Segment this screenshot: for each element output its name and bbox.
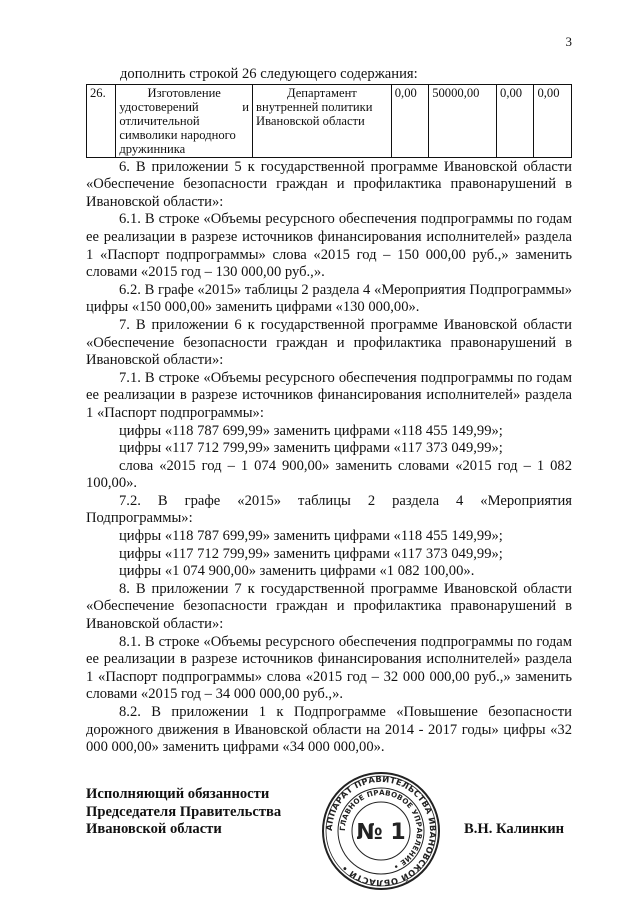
seal-center-number: № 1 (356, 820, 406, 845)
value-cell-2: 50000,00 (429, 84, 497, 157)
intro-line: дополнить строкой 26 следующего содержания: (120, 66, 418, 82)
seal-outer-text: АППАРАТ ПРАВИТЕЛЬСТВА ИВАНОВСКОЙ ОБЛАСТИ • (323, 773, 439, 889)
row-number-cell: 26. (87, 84, 116, 157)
seal-inner-text: ГЛАВНОЕ ПРАВОВОЕ УПРАВЛЕНИЕ • (337, 787, 425, 872)
official-seal (320, 770, 442, 892)
paragraph-6-2: 6.2. В графе «2015» таблицы 2 раздела 4 «Мероприятия Подпрограммы» цифры «150 000,00» заменить цифрами «130 000,00». (86, 281, 572, 316)
event-name-cell: Изготовление удостоверений и отличительной символики народного дружинника (116, 84, 253, 157)
executor-cell: Департамент внутренней политики Ивановской области (253, 84, 392, 157)
table-row (87, 84, 572, 157)
document-body (86, 66, 572, 757)
paragraph-7-1-c: слова «2015 год – 1 074 900,00» заменить словами «2015 год – 1 082 100,00». (86, 457, 572, 492)
paragraph-7-2-b: цифры «117 712 799,99» заменить цифрами «117 373 049,99»; (119, 545, 503, 562)
paragraph-7-1-b: цифры «117 712 799,99» заменить цифрами «117 373 049,99»; (119, 440, 503, 457)
signature-line-3: Ивановской области (86, 821, 222, 838)
paragraph-6: 6. В приложении 5 к государственной программе Ивановской области «Обеспечение безопасности граждан и профилактика правонарушений в Ивановской области»: (86, 158, 572, 210)
value-cell-3: 0,00 (497, 84, 534, 157)
paragraph-7-1: 7.1. В строке «Объемы ресурсного обеспечения подпрограммы по годам ее реализации в разрезе источников финансирования исполнителей» раздела 1 «Паспорт подпрограммы»: (86, 369, 572, 421)
signature-line-2: Председателя Правительства (86, 803, 282, 820)
paragraph-7-2-c: цифры «1 074 900,00» заменить цифрами «1 082 100,00». (119, 563, 475, 580)
paragraph-7: 7. В приложении 6 к государственной программе Ивановской области «Обеспечение безопасности граждан и профилактика правонарушений в Ивановской области»: (86, 316, 572, 369)
value-cell-4: 0,00 (534, 84, 572, 157)
value-cell-1: 0,00 (391, 84, 428, 157)
signature-line-1: Исполняющий обязанности (86, 786, 270, 802)
signature-title (86, 786, 281, 839)
paragraph-8-1: 8.1. В строке «Объемы ресурсного обеспечения подпрограммы по годам ее реализации в разрезе источников финансирования исполнителей» раздела 1 «Паспорт подпрограммы» слова «2015 год – 32 000 000,00 руб.,» заменить словами «2015 год – 34 000 000,00 руб.,». (86, 633, 572, 703)
paragraph-7-2: 7.2. В графе «2015» таблицы 2 раздела 4 «Мероприятия Подпрограммы»: (86, 492, 572, 527)
paragraph-8-2: 8.2. В приложении 1 к Подпрограмме «Повышение безопасности дорожного движения в Ивановской области на 2014 - 2017 годы» цифры «32 000 000,00» заменить цифрами «34 000 000,00». (86, 704, 572, 756)
signatory-name: В.Н. Калинкин (464, 821, 565, 837)
paragraph-7-2-a: цифры «118 787 699,99» заменить цифрами «118 455 149,99»; (119, 528, 503, 545)
paragraph-7-1-a: цифры «118 787 699,99» заменить цифрами «118 455 149,99»; (119, 422, 503, 439)
amendment-table (86, 84, 572, 158)
paragraph-6-1: 6.1. В строке «Объемы ресурсного обеспечения подпрограммы по годам ее реализации в разрезе источников финансирования исполнителей» раздела 1 «Паспорт подпрограммы» слова «2015 год – 150 000,00 руб.,» заменить словами «2015 год – 130 000,00 руб.,». (86, 211, 572, 281)
paragraph-8: 8. В приложении 7 к государственной программе Ивановской области «Обеспечение безопасности граждан и профилактика правонарушений в Ивановской области»: (86, 580, 572, 633)
page-number: 3 (565, 34, 572, 49)
